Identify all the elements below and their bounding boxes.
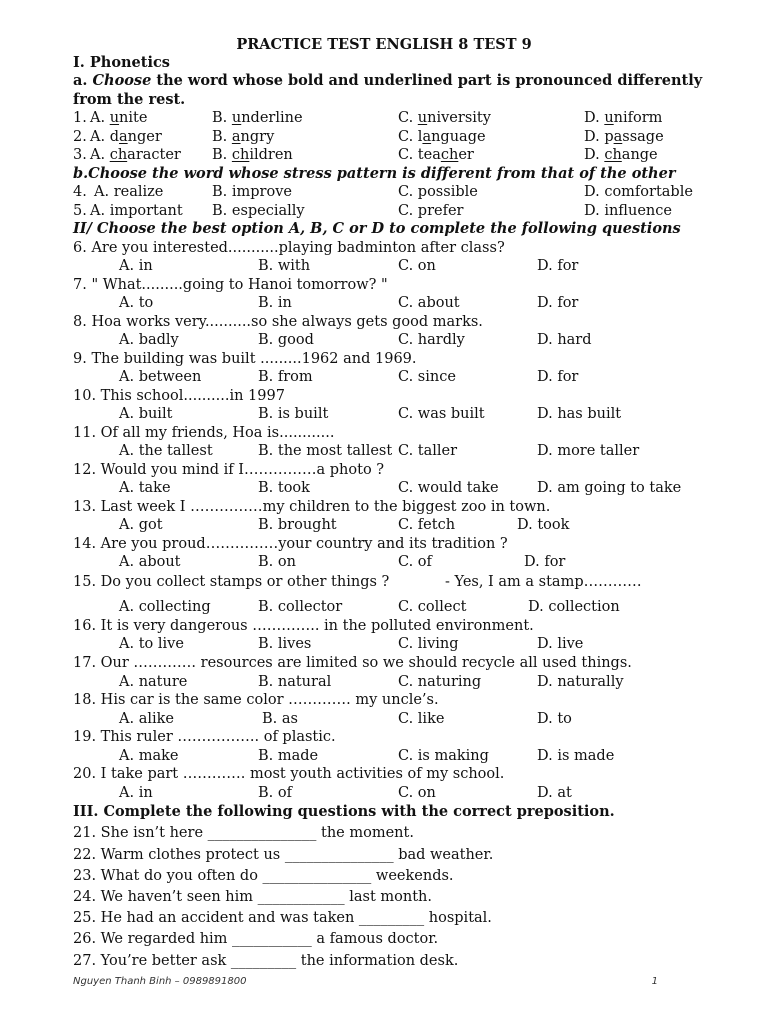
option-b: B. the most tallest [258, 443, 393, 459]
question-text: 15. Do you collect stamps or other things ? [73, 574, 390, 590]
option-b: B. from [258, 369, 313, 385]
question-text: 11. Of all my friends, Hoa is............ [73, 425, 335, 441]
option-d: D. comfortable [584, 184, 693, 200]
option-a: A. make [119, 748, 179, 764]
option-a: A. alike [119, 711, 174, 727]
option-a: A. danger [90, 129, 162, 145]
option-d: D. for [537, 258, 579, 274]
section-1-heading: I. Phonetics [73, 54, 170, 71]
fill-item-23: 23. What do you often do _______________ weekends. [73, 868, 454, 884]
option-b: B. collector [258, 599, 343, 615]
part-a-instruction: a. Choose the word whose bold and underlined part is pronounced differently [73, 72, 703, 89]
fill-item-25: 25. He had an accident and was taken _________ hospital. [73, 910, 492, 926]
option-c: C. university [398, 110, 491, 126]
option-a: A. in [119, 258, 153, 274]
option-c: C. hardly [398, 332, 465, 348]
fill-item-26: 26. We regarded him ___________ a famous doctor. [73, 931, 439, 947]
option-b: B. angry [212, 129, 275, 145]
option-b: B. lives [258, 636, 312, 652]
option-c: C. language [398, 129, 486, 145]
option-b: B. underline [212, 110, 303, 126]
question-text: 8. Hoa works very..........so she always gets good marks. [73, 314, 483, 330]
option-d: D. hard [537, 332, 592, 348]
option-b: B. is built [258, 406, 329, 422]
option-a: A. unite [90, 110, 148, 126]
option-b: B. with [258, 258, 311, 274]
option-c: C. on [398, 258, 436, 274]
section-3-heading: III. Complete the following questions with the correct preposition. [73, 803, 615, 820]
part-a-instruction-cont: from the rest. [73, 91, 186, 108]
option-b: B. of [258, 785, 292, 801]
option-d: D. live [537, 636, 584, 652]
option-c: C. possible [398, 184, 478, 200]
option-d: D. to [537, 711, 572, 727]
option-a: A. collecting [119, 599, 211, 615]
option-d: D. more taller [537, 443, 640, 459]
question-text: 10. This school..........in 1997 [73, 388, 285, 404]
page-title: PRACTICE TEST ENGLISH 8 TEST 9 [236, 36, 532, 53]
section-2-heading: II/ Choose the best option A, B, C or D to complete the following questions [73, 220, 681, 237]
question-number: 5. [73, 203, 87, 219]
option-a: A. got [119, 517, 163, 533]
question-number: 1. [73, 110, 87, 126]
question-text: 18. His car is the same color …………. my uncle’s. [73, 692, 439, 708]
option-d: D. for [524, 554, 566, 570]
option-d: D. am going to take [537, 480, 682, 496]
option-c: C. on [398, 785, 436, 801]
option-d: D. for [537, 295, 579, 311]
option-b: B. especially [212, 203, 305, 219]
option-a: A. about [119, 554, 181, 570]
option-a: A. take [119, 480, 171, 496]
option-a: A. to live [119, 636, 184, 652]
option-d: D. at [537, 785, 572, 801]
option-d: D. took [517, 517, 570, 533]
question-text: 19. This ruler …………….. of plastic. [73, 729, 336, 745]
option-c: C. would take [398, 480, 499, 496]
question-text: 17. Our …………. resources are limited so we should recycle all used things. [73, 655, 632, 671]
option-d: D. for [537, 369, 579, 385]
option-d: D. uniform [584, 110, 663, 126]
question-number: 2. [73, 129, 87, 145]
option-c: C. like [398, 711, 445, 727]
option-c: C. prefer [398, 203, 464, 219]
question-number: 4. [73, 184, 87, 200]
option-d: D. is made [537, 748, 615, 764]
question-text: 16. It is very dangerous ………….. in the polluted environment. [73, 618, 534, 634]
option-d: D. collection [528, 599, 620, 615]
question-answer-prompt: - Yes, I am a stamp………… [445, 574, 642, 590]
option-a: A. realize [94, 184, 164, 200]
option-c: C. about [398, 295, 460, 311]
page-number: 1 [651, 976, 658, 987]
question-text: 20. I take part …………. most youth activities of my school. [73, 766, 505, 782]
option-d: D. influence [584, 203, 672, 219]
fill-item-27: 27. You’re better ask _________ the information desk. [73, 953, 459, 969]
footer-author: Nguyen Thanh Binh – 0989891800 [73, 976, 247, 987]
option-b: B. in [258, 295, 292, 311]
option-b: B. took [258, 480, 310, 496]
option-a: A. nature [119, 674, 188, 690]
option-a: A. character [90, 147, 181, 163]
fill-item-22: 22. Warm clothes protect us _______________ bad weather. [73, 847, 494, 863]
question-text: 9. The building was built .........1962 and 1969. [73, 351, 417, 367]
question-text: 7. " What.........going to Hanoi tomorrow? " [73, 277, 388, 293]
option-c: C. living [398, 636, 459, 652]
option-c: C. naturing [398, 674, 482, 690]
option-c: C. is making [398, 748, 489, 764]
fill-item-21: 21. She isn’t here _______________ the moment. [73, 825, 414, 841]
option-b: B. made [258, 748, 319, 764]
option-b: B. as [262, 711, 298, 727]
option-a: A. to [119, 295, 154, 311]
option-c: C. teacher [398, 147, 474, 163]
page-footer [73, 976, 658, 987]
part-b-instruction: b.Choose the word whose stress pattern is different from that of the other [73, 165, 676, 182]
option-b: B. natural [258, 674, 332, 690]
question-text: 13. Last week I ……………my children to the biggest zoo in town. [73, 499, 551, 515]
option-c: C. fetch [398, 517, 456, 533]
option-b: B. children [212, 147, 293, 163]
option-c: C. of [398, 554, 432, 570]
option-d: D. naturally [537, 674, 624, 690]
question-number: 3. [73, 147, 87, 163]
option-c: C. was built [398, 406, 485, 422]
option-d: D. change [584, 147, 658, 163]
option-a: A. in [119, 785, 153, 801]
option-d: D. has built [537, 406, 622, 422]
fill-item-24: 24. We haven’t seen him ____________ last month. [73, 889, 432, 905]
option-b: B. good [258, 332, 314, 348]
option-a: A. important [90, 203, 183, 219]
question-text: 6. Are you interested...........playing badminton after class? [73, 240, 505, 256]
question-text: 12. Would you mind if I……………a photo ? [73, 462, 385, 478]
option-c: C. since [398, 369, 456, 385]
question-text: 14. Are you proud……………your country and its tradition ? [73, 536, 508, 552]
option-b: B. brought [258, 517, 337, 533]
option-c: C. taller [398, 443, 458, 459]
option-a: A. the tallest [119, 443, 213, 459]
option-d: D. passage [584, 129, 664, 145]
option-a: A. built [119, 406, 173, 422]
option-a: A. badly [119, 332, 179, 348]
option-a: A. between [119, 369, 202, 385]
option-b: B. improve [212, 184, 292, 200]
option-c: C. collect [398, 599, 467, 615]
option-b: B. on [258, 554, 296, 570]
